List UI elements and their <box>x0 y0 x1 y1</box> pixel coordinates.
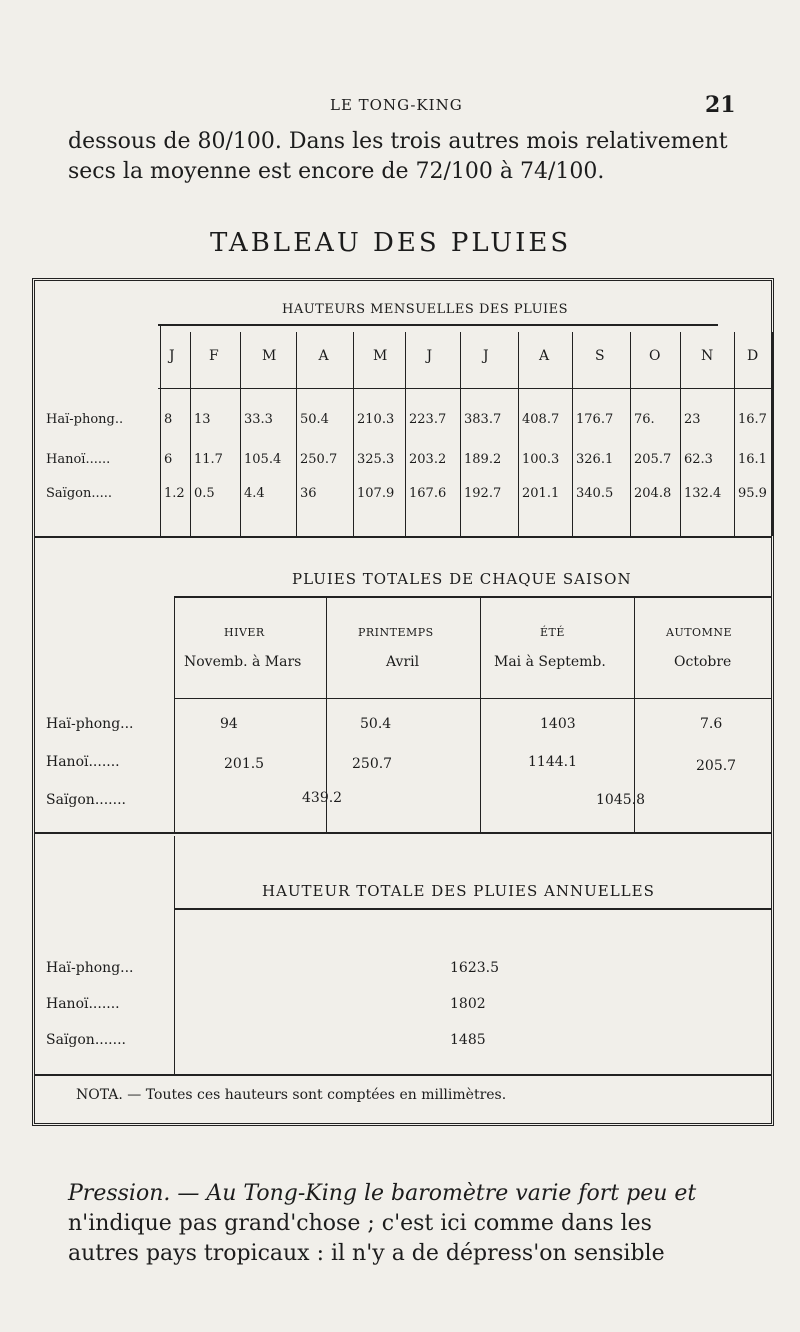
monthly-cell: 250.7 <box>300 452 338 467</box>
city-label: Haï-phong... <box>46 960 134 976</box>
month-header: S <box>595 348 605 364</box>
monthly-cell: 16.1 <box>738 452 767 467</box>
city-label: Haï-phong.. <box>46 412 124 427</box>
month-header: M <box>373 348 388 364</box>
month-header: M <box>262 348 277 364</box>
month-header: J <box>169 348 175 364</box>
city-label: Hanoï...... <box>46 452 111 467</box>
monthly-cell: 62.3 <box>684 452 713 467</box>
season-name: HIVER <box>224 626 265 639</box>
season-column-rule <box>174 598 175 832</box>
annual-cell: 1623.5 <box>450 960 499 976</box>
monthly-cell: 13 <box>194 412 211 427</box>
season-range: Avril <box>386 654 420 670</box>
seasons-title: PLUIES TOTALES DE CHAQUE SAISON <box>292 570 632 588</box>
city-label: Haï-phong... <box>46 716 134 732</box>
footer-line-3: autres pays tropicaux : il n'y a de dépress'on sensible <box>68 1241 665 1266</box>
monthly-cell: 223.7 <box>409 412 447 427</box>
monthly-title-rule <box>158 324 718 326</box>
month-header: D <box>747 348 759 364</box>
monthly-cell: 201.1 <box>522 486 560 501</box>
monthly-cell: 325.3 <box>357 452 395 467</box>
monthly-cell: 408.7 <box>522 412 560 427</box>
monthly-column-rule <box>353 332 354 536</box>
seasons-title-rule <box>174 596 772 598</box>
monthly-column-rule <box>460 332 461 536</box>
month-header: O <box>649 348 661 364</box>
annual-cell: 1485 <box>450 1032 486 1048</box>
annual-column-rule <box>174 836 175 1074</box>
monthly-cell: 383.7 <box>464 412 502 427</box>
monthly-column-rule <box>240 332 241 536</box>
season-column-rule <box>480 598 481 832</box>
monthly-column-rule <box>630 332 631 536</box>
monthly-cell: 0.5 <box>194 486 215 501</box>
annual-cell: 1802 <box>450 996 486 1012</box>
city-label: Hanoï....... <box>46 996 120 1012</box>
season-range: Novemb. à Mars <box>184 654 302 670</box>
season-cell: 201.5 <box>224 756 265 772</box>
monthly-cell: 205.7 <box>634 452 672 467</box>
intro-line-1: dessous de 80/100. Dans les trois autres mois relativement <box>68 129 728 154</box>
monthly-column-rule <box>518 332 519 536</box>
intro-line-2: secs la moyenne est encore de 72/100 à 74/100. <box>68 159 605 184</box>
monthly-cell: 16.7 <box>738 412 767 427</box>
city-label: Saïgon..... <box>46 486 112 501</box>
monthly-cell: 105.4 <box>244 452 282 467</box>
monthly-cell: 176.7 <box>576 412 614 427</box>
monthly-column-rule <box>572 332 573 536</box>
monthly-cell: 326.1 <box>576 452 614 467</box>
month-header: N <box>701 348 714 364</box>
monthly-cell: 132.4 <box>684 486 722 501</box>
rainfall-table <box>32 278 774 1126</box>
monthly-cell: 23 <box>684 412 701 427</box>
running-header: LE TONG-KING <box>330 96 463 114</box>
month-header: F <box>209 348 219 364</box>
season-name: ÉTÉ <box>540 626 565 639</box>
season-cell: 50.4 <box>360 716 392 732</box>
month-header: A <box>318 348 329 364</box>
monthly-cell: 167.6 <box>409 486 447 501</box>
annual-title-rule <box>174 908 772 910</box>
section-divider-2 <box>35 832 771 834</box>
monthly-cell: 192.7 <box>464 486 502 501</box>
monthly-cell: 203.2 <box>409 452 447 467</box>
monthly-cell: 36 <box>300 486 317 501</box>
monthly-cell: 33.3 <box>244 412 273 427</box>
season-cell: 1403 <box>540 716 576 732</box>
month-header: J <box>426 348 433 364</box>
monthly-column-rule <box>405 332 406 536</box>
monthly-column-rule <box>680 332 681 536</box>
monthly-cell: 107.9 <box>357 486 395 501</box>
section-divider-1 <box>35 536 771 538</box>
season-cell: 7.6 <box>700 716 723 732</box>
footer-line-1: Pression. — Au Tong-King le baromètre varie fort peu et <box>68 1181 697 1206</box>
season-cell: 439.2 <box>302 790 343 806</box>
monthly-cell: 6 <box>164 452 173 467</box>
city-label: Saïgon....... <box>46 1032 126 1048</box>
month-header: A <box>539 348 550 364</box>
season-cell: 94 <box>220 716 238 732</box>
season-cell: 1045.8 <box>596 792 645 808</box>
monthly-column-rule <box>296 332 297 536</box>
monthly-title: HAUTEURS MENSUELLES DES PLUIES <box>282 302 569 317</box>
monthly-column-rule <box>160 326 161 536</box>
monthly-cell: 189.2 <box>464 452 502 467</box>
monthly-cell: 100.3 <box>522 452 560 467</box>
monthly-cell: 50.4 <box>300 412 329 427</box>
monthly-cell: 11.7 <box>194 452 223 467</box>
city-label: Saïgon....... <box>46 792 126 808</box>
season-range: Octobre <box>674 654 732 670</box>
city-label: Hanoï....... <box>46 754 120 770</box>
section-divider-3 <box>35 1074 771 1076</box>
monthly-cell: 8 <box>164 412 173 427</box>
monthly-cell: 4.4 <box>244 486 265 501</box>
footer-line-2: n'indique pas grand'chose ; c'est ici comme dans les <box>68 1211 652 1236</box>
monthly-column-rule <box>772 332 773 536</box>
tableau-title: TABLEAU DES PLUIES <box>210 228 572 258</box>
monthly-cell: 95.9 <box>738 486 767 501</box>
monthly-cell: 210.3 <box>357 412 395 427</box>
season-name: PRINTEMPS <box>358 626 434 639</box>
season-name: AUTOMNE <box>666 626 732 639</box>
monthly-cell: 76. <box>634 412 655 427</box>
monthly-column-rule <box>734 332 735 536</box>
monthly-cell: 340.5 <box>576 486 614 501</box>
month-header: J <box>483 348 489 364</box>
season-cell: 1144.1 <box>528 754 577 770</box>
season-range: Mai à Septemb. <box>494 654 606 670</box>
monthly-cell: 204.8 <box>634 486 672 501</box>
season-cell: 250.7 <box>352 756 393 772</box>
monthly-cell: 1.2 <box>164 486 185 501</box>
table-note: NOTA. — Toutes ces hauteurs sont comptées en millimètres. <box>76 1087 507 1103</box>
annual-title: HAUTEUR TOTALE DES PLUIES ANNUELLES <box>262 882 655 900</box>
seasons-header-rule <box>174 698 772 699</box>
page-number: 21 <box>705 92 736 118</box>
monthly-column-rule <box>190 332 191 536</box>
season-cell: 205.7 <box>696 758 737 774</box>
